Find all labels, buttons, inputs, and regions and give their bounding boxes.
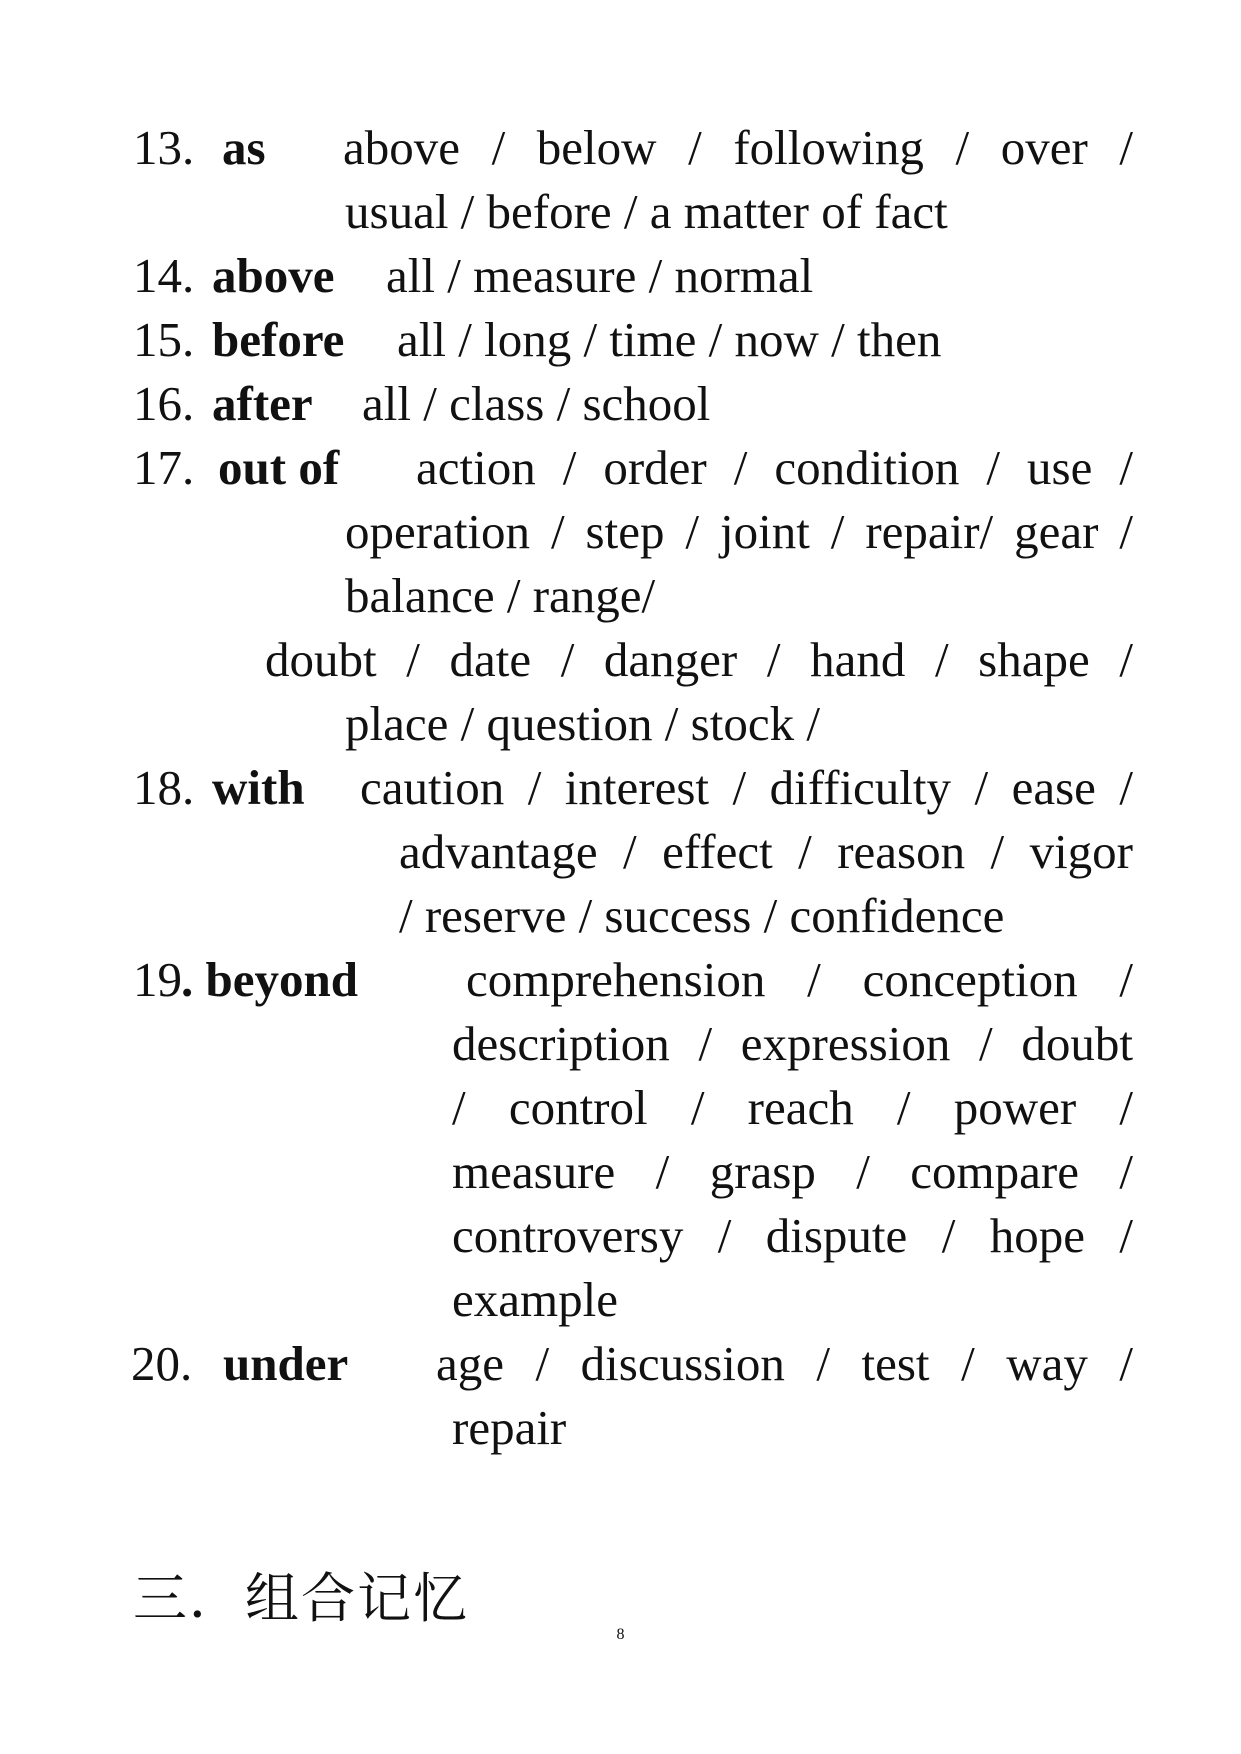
entry-19-line-6: example [452, 1272, 618, 1327]
entry-19-line-3: / control / reach / power / [452, 1080, 1133, 1135]
entry-19-line-4: measure / grasp / compare / [452, 1144, 1133, 1199]
page-number: 8 [616, 1626, 625, 1643]
entry-19-keyword: . beyond [181, 952, 359, 1007]
entry-17-line-2: operation / step / joint / repair/ gear / [345, 504, 1133, 559]
entry-16-number: 16. [133, 376, 195, 431]
entry-17-keyword: out of [218, 440, 340, 495]
entry-17-line-3: balance / range/ [345, 568, 656, 623]
section-heading: 三．组合记忆 [133, 1567, 469, 1630]
entry-15-number: 15. [133, 312, 195, 367]
entry-13-number: 13. [133, 120, 195, 175]
entry-20-line-1: age / discussion / test / way / [436, 1336, 1133, 1391]
entry-19-number: 19 [133, 952, 182, 1007]
entry-18-line-3: / reserve / success / confidence [399, 888, 1005, 943]
entry-13-line-2: usual / before / a matter of fact [345, 184, 948, 239]
entry-18-line-2: advantage / effect / reason / vigor [399, 824, 1133, 879]
entry-16-keyword: after [212, 376, 313, 431]
entry-13-keyword: as [222, 120, 266, 175]
entry-19-line-5: controversy / dispute / hope / [452, 1208, 1133, 1263]
entry-19-line-1: comprehension / conception / [466, 952, 1133, 1007]
entry-18-number: 18. [133, 760, 195, 815]
entry-13-line-1: above / below / following / over / [343, 120, 1133, 175]
entry-16-line-1: all / class / school [362, 376, 711, 431]
entry-17-number: 17. [133, 440, 195, 495]
entry-14-line-1: all / measure / normal [386, 248, 814, 303]
entry-20-line-2: repair [452, 1400, 567, 1455]
entry-20-keyword: under [223, 1336, 349, 1391]
entry-17-line-1: action / order / condition / use / [416, 440, 1133, 495]
entry-17-line-5: place / question / stock / [345, 696, 820, 751]
entry-20-number: 20. [131, 1336, 193, 1391]
entry-15-line-1: all / long / time / now / then [397, 312, 942, 367]
entry-14-number: 14. [133, 248, 195, 303]
entry-15-keyword: before [212, 312, 345, 367]
entry-18-line-1: caution / interest / difficulty / ease / [360, 760, 1133, 815]
entry-19-line-2: description / expression / doubt [452, 1016, 1133, 1071]
entry-14-keyword: above [212, 248, 335, 303]
entry-17-line-4: doubt / date / danger / hand / shape / [265, 632, 1133, 687]
entry-18-keyword: with [212, 760, 305, 815]
